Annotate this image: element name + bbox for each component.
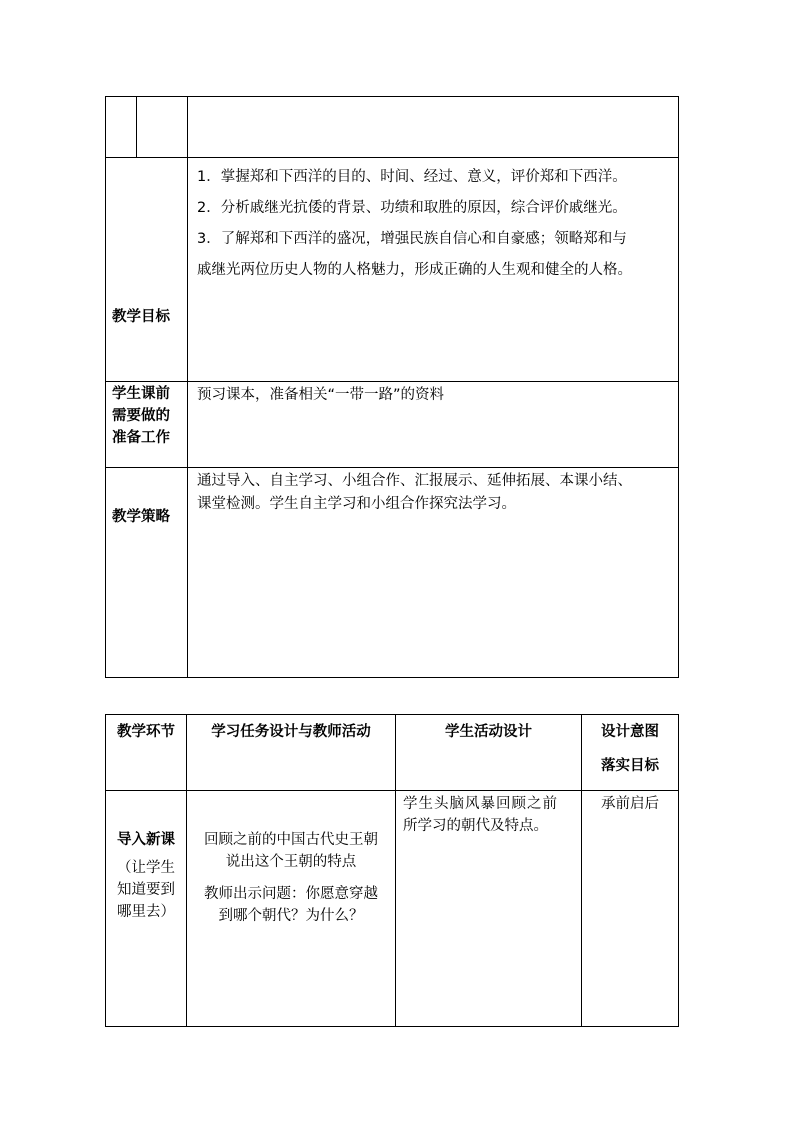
header-teacher: 学习任务设计与教师活动: [211, 724, 371, 740]
label-cell: [106, 382, 188, 468]
strategy-content: [188, 468, 678, 516]
header-student: 学生活动设计: [445, 724, 532, 740]
teacher-activity-cell: [187, 791, 396, 1027]
table-row: [106, 158, 679, 382]
stage-note-line: （让学生: [117, 860, 175, 876]
empty-cell: [137, 97, 188, 158]
prep-label-line: 准备工作: [112, 430, 170, 446]
header-cell: [582, 715, 679, 791]
table-row: [106, 97, 679, 158]
student-activity: [396, 791, 581, 837]
intent-cell: [582, 791, 679, 1027]
teacher-line: 教师出示问题：你愿意穿越: [204, 886, 378, 902]
header-goal: 落实目标: [601, 758, 659, 774]
goals-content-cell: [188, 158, 679, 382]
prep-content: 预习课本，准备相关“一带一路”的资料: [197, 387, 445, 403]
teacher-activity-1: [187, 791, 395, 873]
header-cell: [396, 715, 582, 791]
stage-note: [106, 851, 186, 923]
teacher-line: 到哪个朝代？为什么？: [218, 908, 364, 924]
header-row: [106, 715, 679, 791]
empty-cell: [106, 97, 137, 158]
stage-cell: [106, 791, 187, 1027]
goal-line: 戚继光两位历史人物的人格魅力，形成正确的人生观和健全的人格。: [197, 262, 632, 278]
header-cell: [106, 715, 187, 791]
prep-content-cell: [188, 382, 679, 468]
stage-note-line: 哪里去）: [117, 904, 175, 920]
goals-content: [188, 158, 678, 286]
table-row: [106, 468, 679, 678]
student-line: 学生头脑风暴回顾之前: [403, 796, 558, 812]
label-cell: [106, 468, 188, 678]
prep-label-line: 学生课前: [112, 386, 170, 402]
student-activity-cell: [396, 791, 582, 1027]
stage-title: 导入新课: [117, 832, 175, 848]
lesson-info-table: [105, 96, 679, 678]
strategy-line: 通过导入、自主学习、小组合作、汇报展示、延伸拓展、本课小结、: [197, 473, 632, 489]
stage-note-line: 知道要到: [117, 882, 175, 898]
prep-label: [106, 382, 187, 449]
table-row: [106, 791, 679, 1027]
strategy-label: 教学策略: [112, 509, 170, 525]
strategy-line: 课堂检测。学生自主学习和小组合作探究法学习。: [197, 496, 516, 512]
intent-text: 承前启后: [601, 796, 659, 812]
header-intent: 设计意图: [601, 724, 659, 740]
label-cell: [106, 158, 188, 382]
goal-line: 3．了解郑和下西洋的盛况，增强民族自信心和自豪感；领略郑和与: [197, 231, 627, 247]
teacher-activity-2: [187, 873, 395, 927]
table-row: [106, 382, 679, 468]
empty-cell: [188, 97, 679, 158]
header-cell: [187, 715, 396, 791]
teacher-line: 回顾之前的中国古代史王朝: [204, 832, 378, 848]
strategy-content-cell: [188, 468, 679, 678]
student-line: 所学习的朝代及特点。: [403, 818, 548, 834]
goal-line: 2．分析戚继光抗倭的背景、功绩和取胜的原因，综合评价戚继光。: [197, 200, 627, 216]
prep-label-line: 需要做的: [112, 408, 170, 424]
header-stage: 教学环节: [117, 724, 175, 740]
lesson-process-table: [105, 714, 679, 1027]
teacher-line: 说出这个王朝的特点: [225, 854, 357, 870]
goals-label: 教学目标: [112, 309, 170, 325]
goal-line: 1．掌握郑和下西洋的目的、时间、经过、意义，评价郑和下西洋。: [197, 169, 627, 185]
